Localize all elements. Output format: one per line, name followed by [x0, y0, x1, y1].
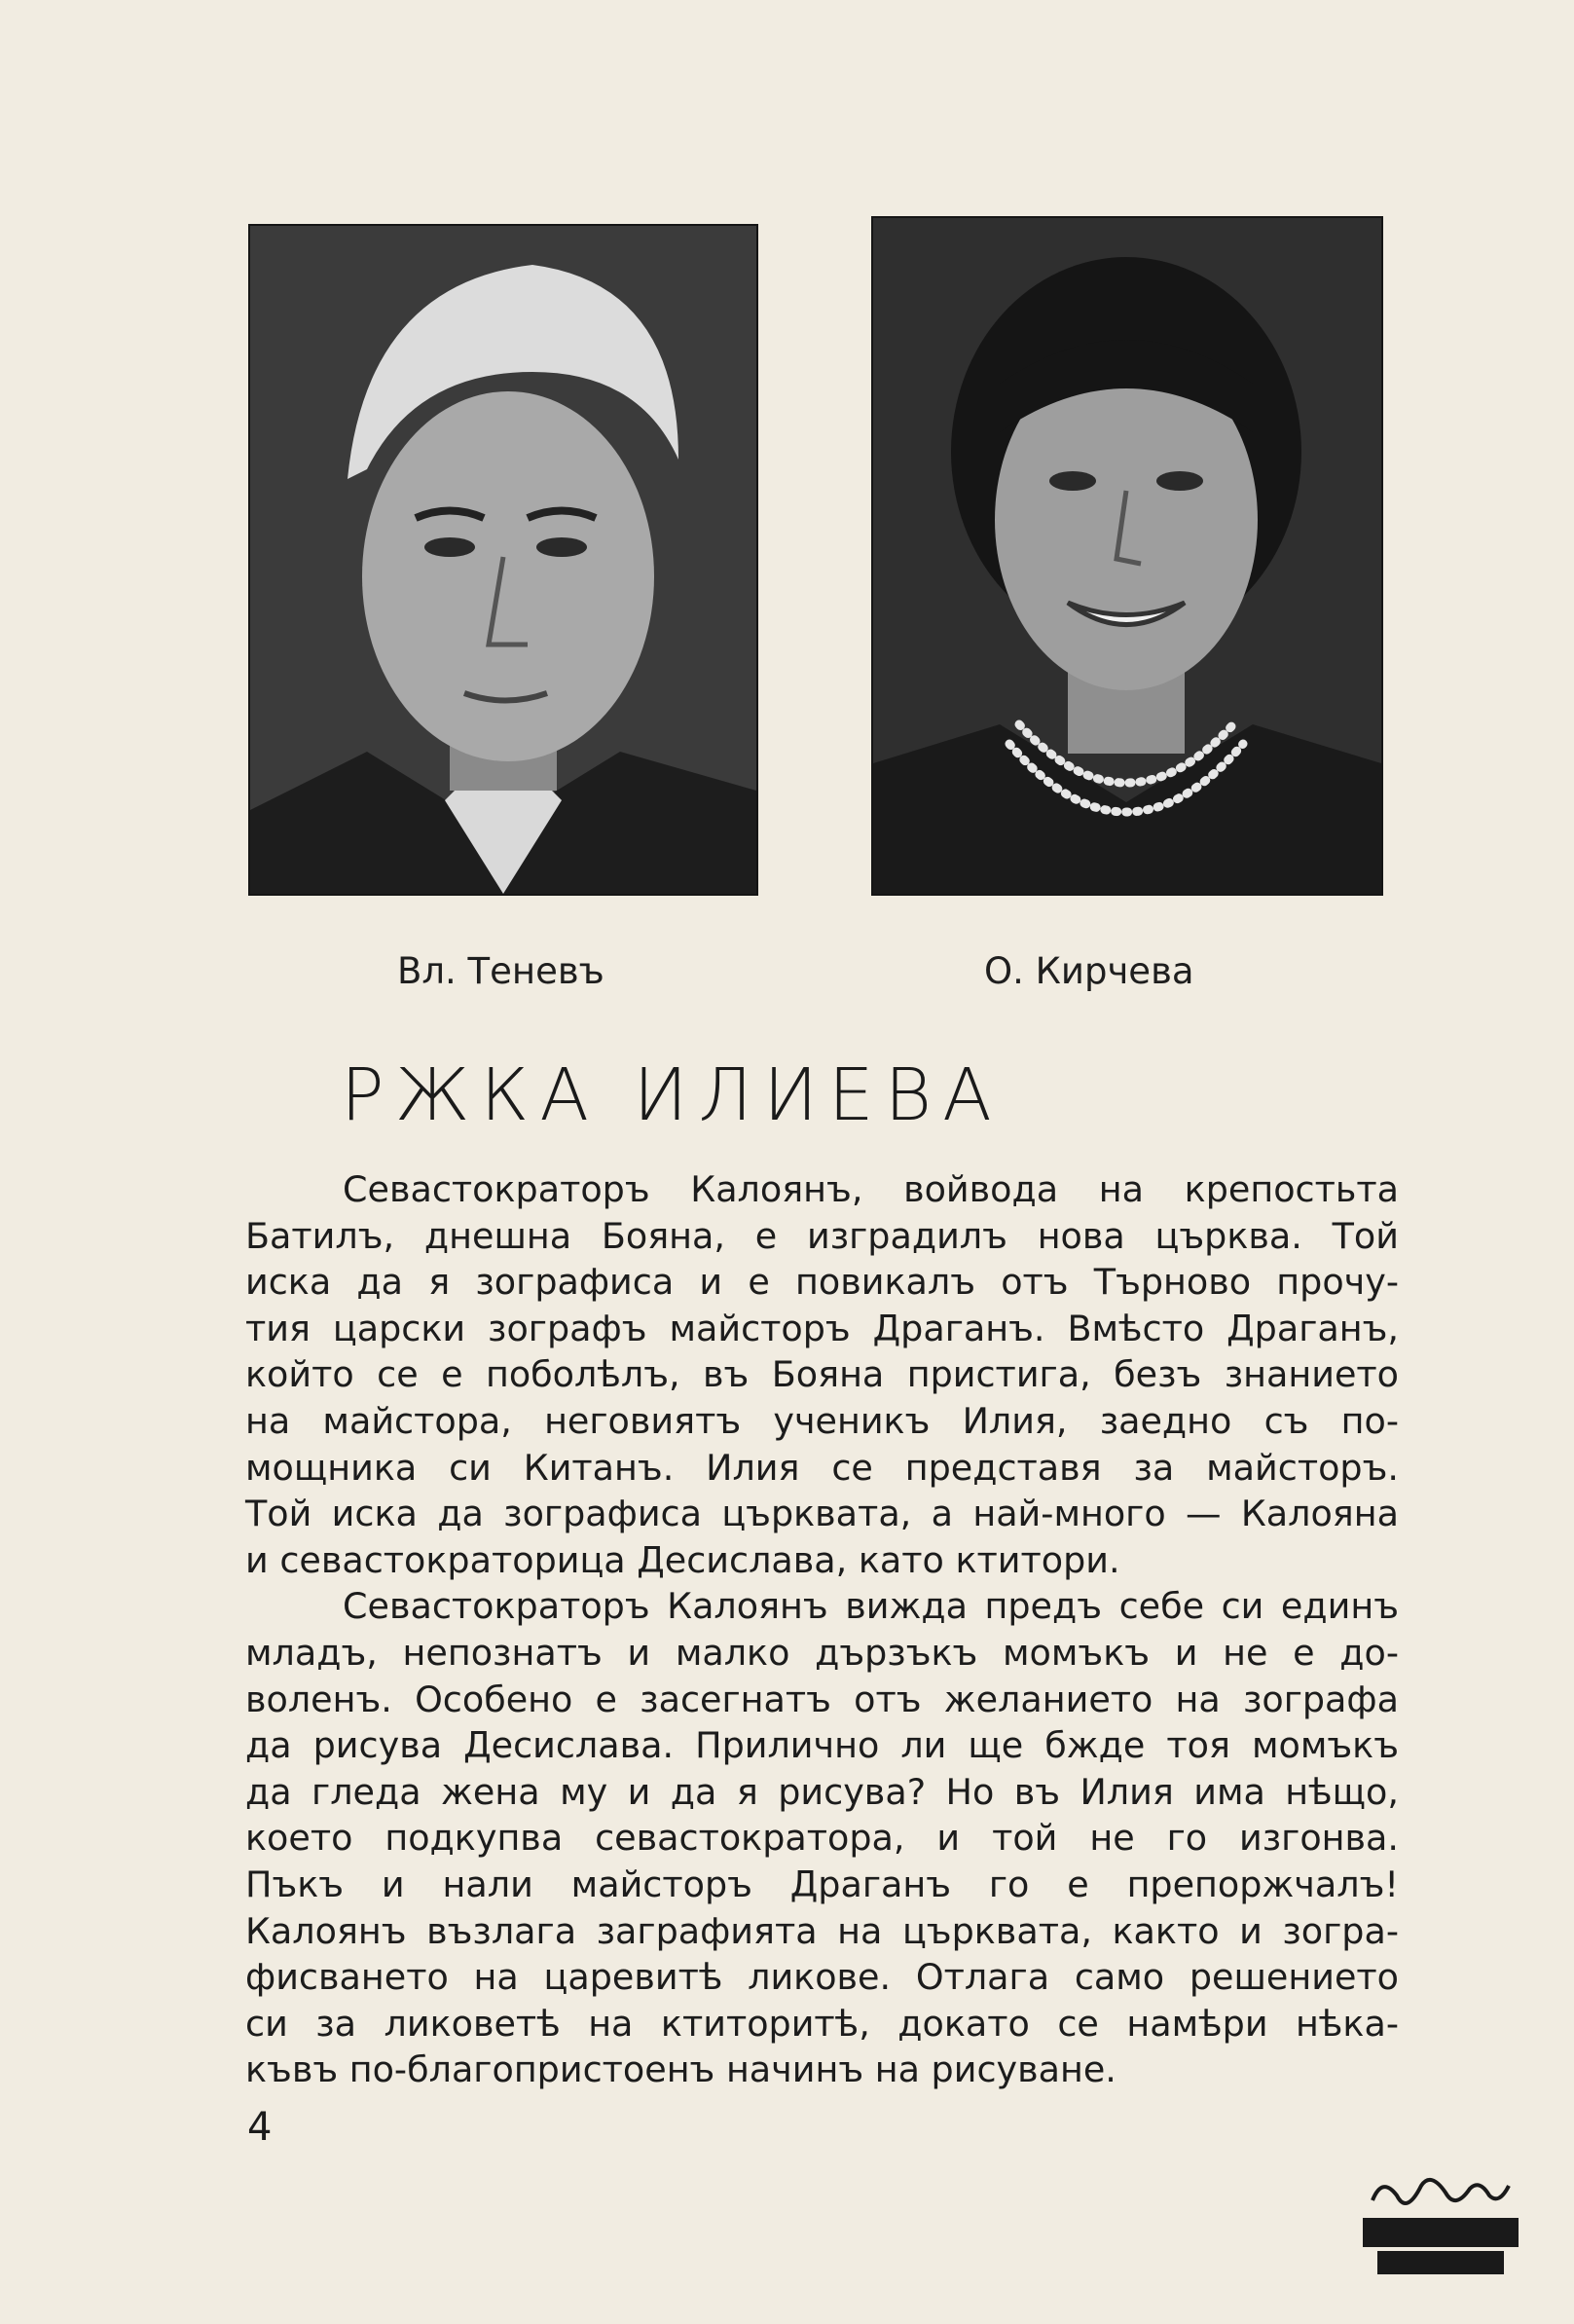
text-line: Той иска да зографиса църквата, а най-много — Калояна: [245, 1493, 1399, 1535]
text-line: Севастократоръ Калоянъ, войвода на крепостьта: [343, 1168, 1399, 1210]
text-line: Калоянъ възлага заграфията на църквата, както и зогра-: [245, 1909, 1399, 1952]
text-line: си за ликоветѣ на ктиторитѣ, докато се намѣри нѣка-: [245, 2002, 1399, 2045]
text-line: тия царски зографъ майсторъ Драганъ. Вмѣсто Драганъ,: [245, 1307, 1399, 1349]
photo-caption-left: Вл. Теневъ: [397, 950, 604, 992]
text-line: да рисува Десислава. Прилично ли ще бжде тоя момъкъ: [245, 1724, 1399, 1767]
portrait-photo-left: [248, 224, 758, 896]
text-line: на майстора, неговиятъ ученикъ Илия, заедно съ по-: [245, 1399, 1399, 1442]
text-line: който се е поболѣлъ, въ Бояна пристига, безъ знанието: [245, 1353, 1399, 1396]
article-body: [245, 1166, 1399, 2093]
portrait-photo-right: [871, 216, 1383, 896]
text-line: фисването на царевитѣ ликове. Отлага само решението: [245, 1956, 1399, 1999]
text-line: воленъ. Особено е засегнатъ отъ желанието на зографа: [245, 1678, 1399, 1720]
text-line: и севастократорица Десислава, като ктитори.: [245, 1538, 1120, 1581]
article-title: РЖКА ИЛИЕВА: [341, 1053, 1003, 1137]
national-theatre-logo: [1353, 2171, 1528, 2278]
text-line: иска да я зографиса и е повикалъ отъ Търново прочу-: [245, 1261, 1399, 1304]
text-line: Батилъ, днешна Бояна, е изградилъ нова църква. Той: [245, 1214, 1399, 1257]
text-line: младъ, непознатъ и малко дързъкъ момъкъ и не е до-: [245, 1631, 1399, 1674]
text-line: Севастократоръ Калоянъ вижда предъ себе си единъ: [343, 1585, 1399, 1628]
text-line: къвъ по-благопристоенъ начинъ на рисуване.: [245, 2048, 1116, 2091]
text-line: което подкупва севастократора, и той не го изгонва.: [245, 1817, 1399, 1860]
photo-caption-right: О. Кирчева: [984, 950, 1194, 992]
text-line: да гледа жена му и да я рисува? Но въ Илия има нѣщо,: [245, 1770, 1399, 1813]
text-line: мощника си Китанъ. Илия се представя за майсторъ.: [245, 1446, 1399, 1489]
page-number: 4: [247, 2105, 273, 2150]
text-line: Пъкъ и нали майсторъ Драганъ го е препоржчалъ!: [245, 1863, 1399, 1905]
